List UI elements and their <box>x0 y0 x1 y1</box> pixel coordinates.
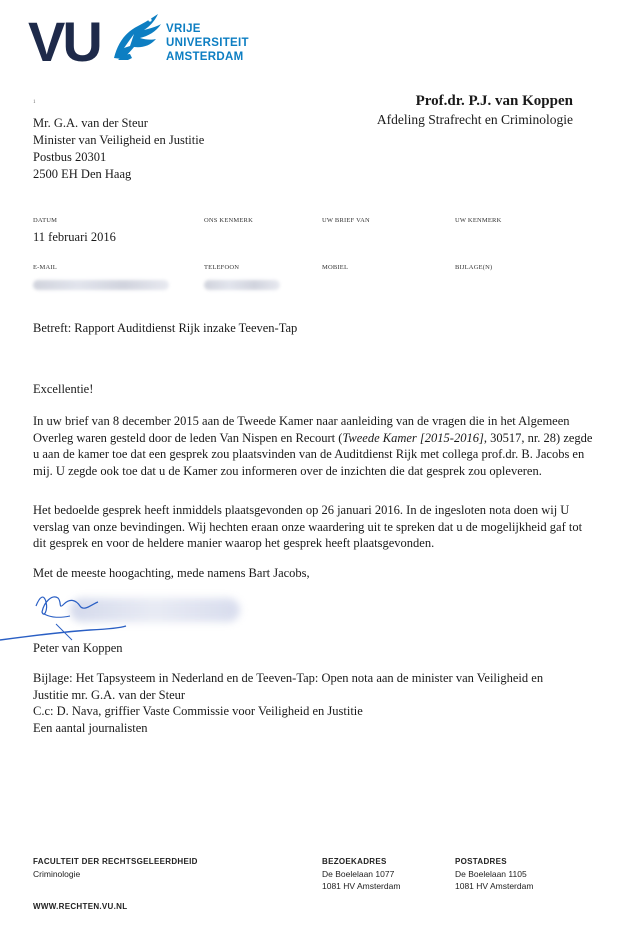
redacted-email <box>33 280 169 290</box>
logo-abbreviation: VU <box>28 10 100 73</box>
visit-line-2: 1081 HV Amsterdam <box>322 881 401 891</box>
post-heading: POSTADRES <box>455 857 507 866</box>
body-paragraph-2: Het bedoelde gesprek heeft inmiddels plaatsgevonden op 26 januari 2016. In de ingesloten nota doen wij U verslag van onze bevindingen. Wij hechten eraan onze waardering uit te spreken dat u de mogelijkheid gaf tot dit gesprek en voor de heldere manier waarop het gesprek heeft plaatsgevonden. <box>33 503 583 550</box>
faculty-heading: FACULTEIT DER RECHTSGELEERDHEID <box>33 857 198 866</box>
uw-kenmerk-label: UW KENMERK <box>455 217 502 224</box>
recipient-city: 2500 EH Den Haag <box>33 167 132 181</box>
footer-website[interactable] <box>33 900 127 913</box>
post-line-1: De Boelelaan 1105 <box>455 869 527 879</box>
griffin-icon <box>104 12 162 64</box>
faculty-sub: Criminologie <box>33 869 81 879</box>
mobiel-label: MOBIEL <box>322 264 349 271</box>
body-paragraph-1 <box>33 413 593 479</box>
signatory-name: Peter van Koppen <box>33 641 123 655</box>
email-label: E-MAIL <box>33 264 57 271</box>
university-name <box>166 22 249 64</box>
telefoon-label: TELEFOON <box>204 264 240 271</box>
logo-line-2: UNIVERSITEIT <box>166 37 249 49</box>
footer-faculty <box>33 856 198 880</box>
cc-line-2: Een aantal journalisten <box>33 720 148 735</box>
logo-line-1: VRIJE <box>166 23 201 35</box>
post-line-2: 1081 HV Amsterdam <box>455 881 534 891</box>
page-mark: 1 <box>33 100 36 105</box>
bijlagen-label: BIJLAGE(N) <box>455 264 493 271</box>
footer-post-address <box>455 856 533 892</box>
datum-label: DATUM <box>33 217 58 224</box>
recipient-postbox: Postbus 20301 <box>33 150 107 164</box>
salutation: Excellentie! <box>33 382 94 396</box>
recipient-name: Mr. G.A. van der Steur <box>33 116 148 130</box>
signature-icon <box>0 588 250 648</box>
uw-brief-label: UW BRIEF VAN <box>322 217 370 224</box>
redacted-phone <box>204 280 280 290</box>
footer-visit-address <box>322 856 400 892</box>
enclosures <box>33 670 593 736</box>
website-link[interactable]: WWW.RECHTEN.VU.NL <box>33 902 128 911</box>
sender-department: Afdeling Strafrecht en Criminologie <box>376 112 573 127</box>
subject-line: Betreft: Rapport Auditdienst Rijk inzake Teeven-Tap <box>33 321 298 335</box>
enclosure-line-2: Justitie mr. G.A. van der Steur <box>33 687 186 702</box>
sender-name: Prof.dr. P.J. van Koppen <box>415 93 573 109</box>
datum-value: 11 februari 2016 <box>33 230 116 244</box>
recipient-title: Minister van Veiligheid en Justitie <box>33 133 205 147</box>
ons-kenmerk-label: ONS KENMERK <box>204 217 253 224</box>
enclosure-line-1: Bijlage: Het Tapsysteem in Nederland en de Teeven-Tap: Open nota aan de minister van Veiligheid en <box>33 671 544 685</box>
logo-line-3: AMSTERDAM <box>166 51 244 63</box>
paragraph-1-citation: Tweede Kamer [2015-2016] <box>342 430 484 445</box>
paragraph-1-part-1: In uw brief van 8 december 2015 aan de Tweede Kamer naar aanleiding van de vragen die in het Algemeen Overleg waren gesteld door de leden Van Nispen en Recourt ( <box>33 414 570 445</box>
visit-line-1: De Boelelaan 1077 <box>322 869 395 879</box>
cc-line: C.c: D. Nava, griffier Vaste Commissie voor Veiligheid en Justitie <box>33 704 363 718</box>
paragraph-1-part-2: , 30517, nr. 28) zegde u aan de kamer toe dat een gesprek zou plaatsvinden van de Auditdienst Rijk met collega prof.dr. B. Jacobs en mij. U zegde ook toe dat u de Kamer zou informeren over de inzichten die dat gesprek zou opleveren. <box>33 430 593 478</box>
visit-heading: BEZOEKADRES <box>322 857 387 866</box>
recipient-address <box>33 115 204 183</box>
closing: Met de meeste hoogachting, mede namens Bart Jacobs, <box>33 566 310 580</box>
sender-block <box>377 92 573 128</box>
